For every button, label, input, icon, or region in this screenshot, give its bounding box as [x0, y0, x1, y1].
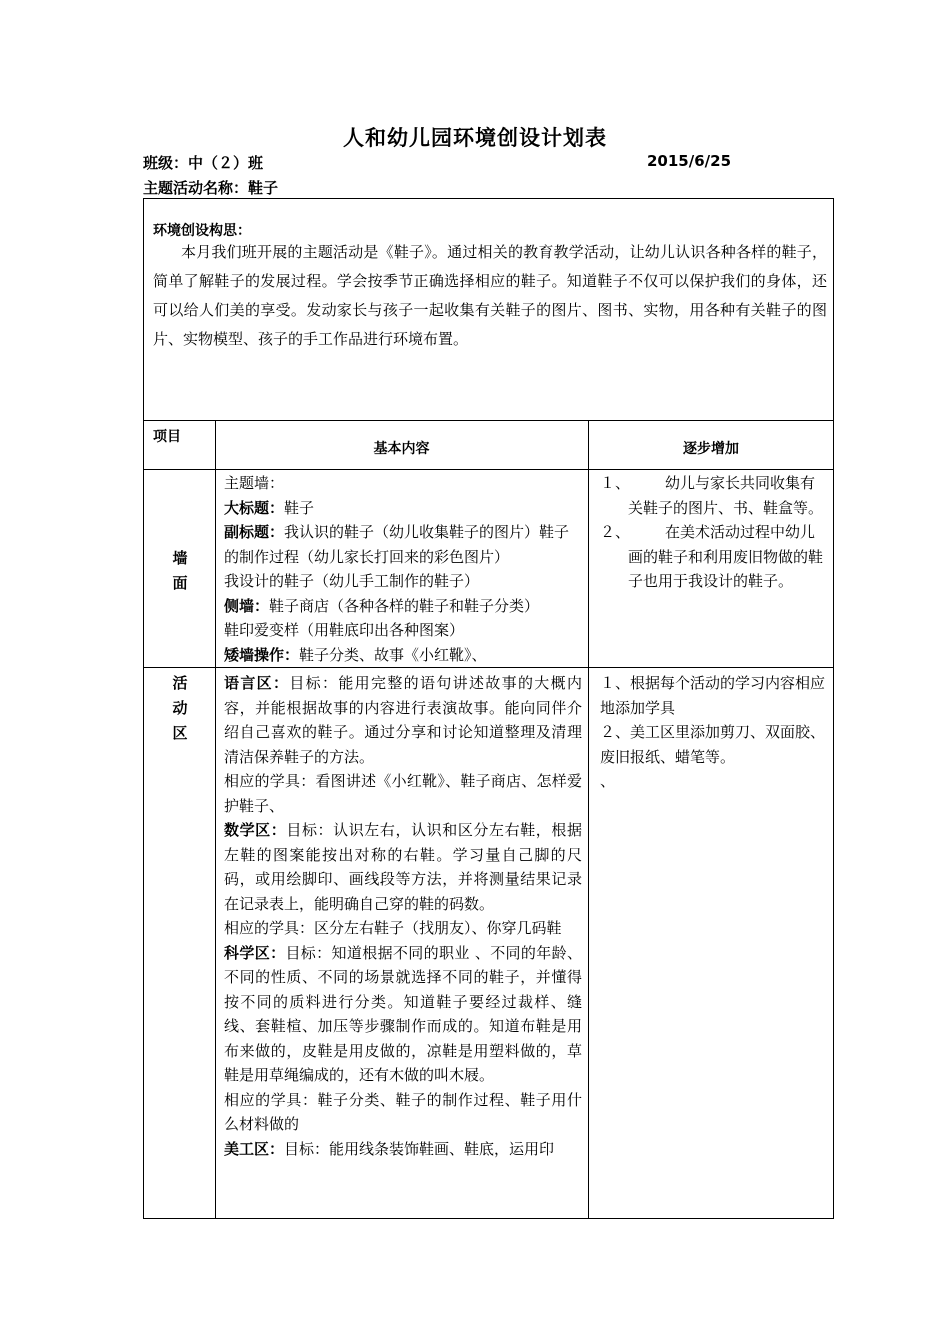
date: 2015/6/25: [647, 152, 732, 170]
sub-title-label: 副标题：: [224, 523, 285, 541]
item-text: 幼儿与家长共同收集有关鞋子的图片、书、鞋盒等。: [628, 474, 824, 517]
wall-increase-item-2: [600, 520, 828, 594]
science-label: 科学区：: [224, 943, 286, 962]
area-label: [145, 671, 215, 746]
area-basic-content: [224, 671, 582, 1161]
wall-print-line: 鞋印爱变样（用鞋底印出各种图案）: [224, 621, 465, 639]
art-text: 目标：能用线条装饰鞋画、鞋底，运用印: [284, 1139, 555, 1158]
science-area: [224, 941, 582, 1088]
wall-increase-content: [600, 471, 828, 594]
language-tools: 相应的学具：看图讲述《小红靴》、鞋子商店、怎样爱护鞋子、: [224, 772, 582, 815]
science-tools: 相应的学具：鞋子分类、鞋子的制作过程、鞋子用什么材料做的: [224, 1090, 582, 1133]
math-area: [224, 818, 582, 916]
short-value: 鞋子分类、故事《小红靴》、: [299, 645, 487, 664]
wall-side: [224, 594, 582, 619]
math-label: 数学区：: [224, 821, 287, 839]
sub-title-value: 我认识的鞋子（幼儿收集鞋子的图片）鞋子的制作过程（幼儿家长打回来的彩色图片）: [224, 523, 570, 566]
area-increase-content: [600, 671, 828, 794]
language-label: 语言区：: [224, 674, 290, 692]
art-label: 美工区：: [224, 1139, 285, 1158]
wall-increase-item-1: [600, 471, 828, 520]
math-tools: 相应的学具：区分左右鞋子（找朋友）、你穿几码鞋: [224, 919, 562, 937]
wall-theme-line: 主题墙：: [224, 474, 285, 492]
item-number: １、: [600, 474, 631, 492]
area-increase-item-1: １、根据每个活动的学习内容相应地添加学具: [600, 674, 826, 717]
wall-sub-title: [224, 520, 582, 569]
area-label-char-2: 动: [172, 699, 188, 717]
page-title: 人和幼儿园环境创设计划表: [343, 126, 607, 150]
concept-divider: [143, 420, 834, 421]
header-increase: 逐步增加: [683, 441, 739, 457]
item-text: 在美术活动过程中幼儿画的鞋子和利用废旧物做的鞋子也用于我设计的鞋子。: [628, 523, 824, 590]
language-area: [224, 671, 582, 769]
area-increase-item-3: 、: [600, 772, 616, 790]
area-increase-item-2: ２、美工区里添加剪刀、双面胶、废旧报纸、蜡笔等。: [600, 723, 826, 766]
class-label: 班级：中（２）班: [143, 154, 264, 172]
big-title-value: 鞋子: [284, 498, 315, 517]
wall-label-char-2: 面: [172, 574, 188, 592]
short-label: 矮墙操作：: [224, 645, 300, 664]
area-label-char-3: 区: [172, 724, 188, 742]
wall-big-title: [224, 496, 582, 521]
wall-divider: [143, 667, 834, 668]
area-label-char-1: 活: [172, 674, 188, 692]
side-value: 鞋子商店（各种各样的鞋子和鞋子分类）: [269, 596, 540, 615]
concept-body: 本月我们班开展的主题活动是《鞋子》。通过相关的教育教学活动，让幼儿认识各种各样的鞋子，简单了解鞋子的发展过程。学会按季节正确选择相应的鞋子。知道鞋子不仅可以保护我们的身体，还可以给人们美的享受。发动家长与孩子一起收集有关鞋子的图片、图书、实物，用各种有关鞋子的图片、实物模型、孩子的手工作品进行环境布置。: [153, 243, 827, 348]
header-basic: 基本内容: [373, 441, 430, 457]
art-area: [224, 1137, 582, 1162]
wall-label-char-1: 墙: [172, 549, 188, 567]
item-number: ２、: [600, 523, 631, 541]
science-text: 目标：知道根据不同的职业 、不同的年龄、不同的性质、不同的场景就选择不同的鞋子，并懂得按不同的质料进行分类。知道鞋子要经过裁样、缝线、套鞋楦、加压等步骤制作而成的。知道布鞋是用布来做的，皮鞋是用皮做的，凉鞋是用塑料做的，草鞋是用草绳编成的，还有木做的叫木屐。: [224, 943, 582, 1084]
concept-heading: 环境创设构思：: [153, 223, 251, 239]
theme-label: 主题活动名称：鞋子: [143, 179, 279, 197]
wall-basic-content: [224, 471, 582, 667]
side-label: 侧墙：: [224, 596, 270, 615]
wall-short: [224, 643, 582, 668]
header-item: 项目: [153, 429, 181, 445]
col-divider-1: [215, 420, 216, 1219]
math-text: 目标：认识左右，认识和区分左右鞋，根据左鞋的图案能按出对称的右鞋。学习量自己脚的尺码，或用绘脚印、画线段等方法，并将测量结果记录在记录表上，能明确自己穿的鞋的码数。: [224, 821, 582, 913]
wall-label: [145, 546, 215, 596]
header-divider: [143, 469, 834, 470]
language-text: 目标：能用完整的语句讲述故事的大概内容，并能根据故事的内容进行表演故事。能向同伴介绍自己喜欢的鞋子。通过分享和讨论知道整理及清理清洁保养鞋子的方法。: [224, 674, 582, 766]
col-divider-2: [588, 420, 589, 1219]
big-title-label: 大标题：: [224, 498, 285, 517]
wall-design-line: 我设计的鞋子（幼儿手工制作的鞋子）: [224, 572, 480, 590]
